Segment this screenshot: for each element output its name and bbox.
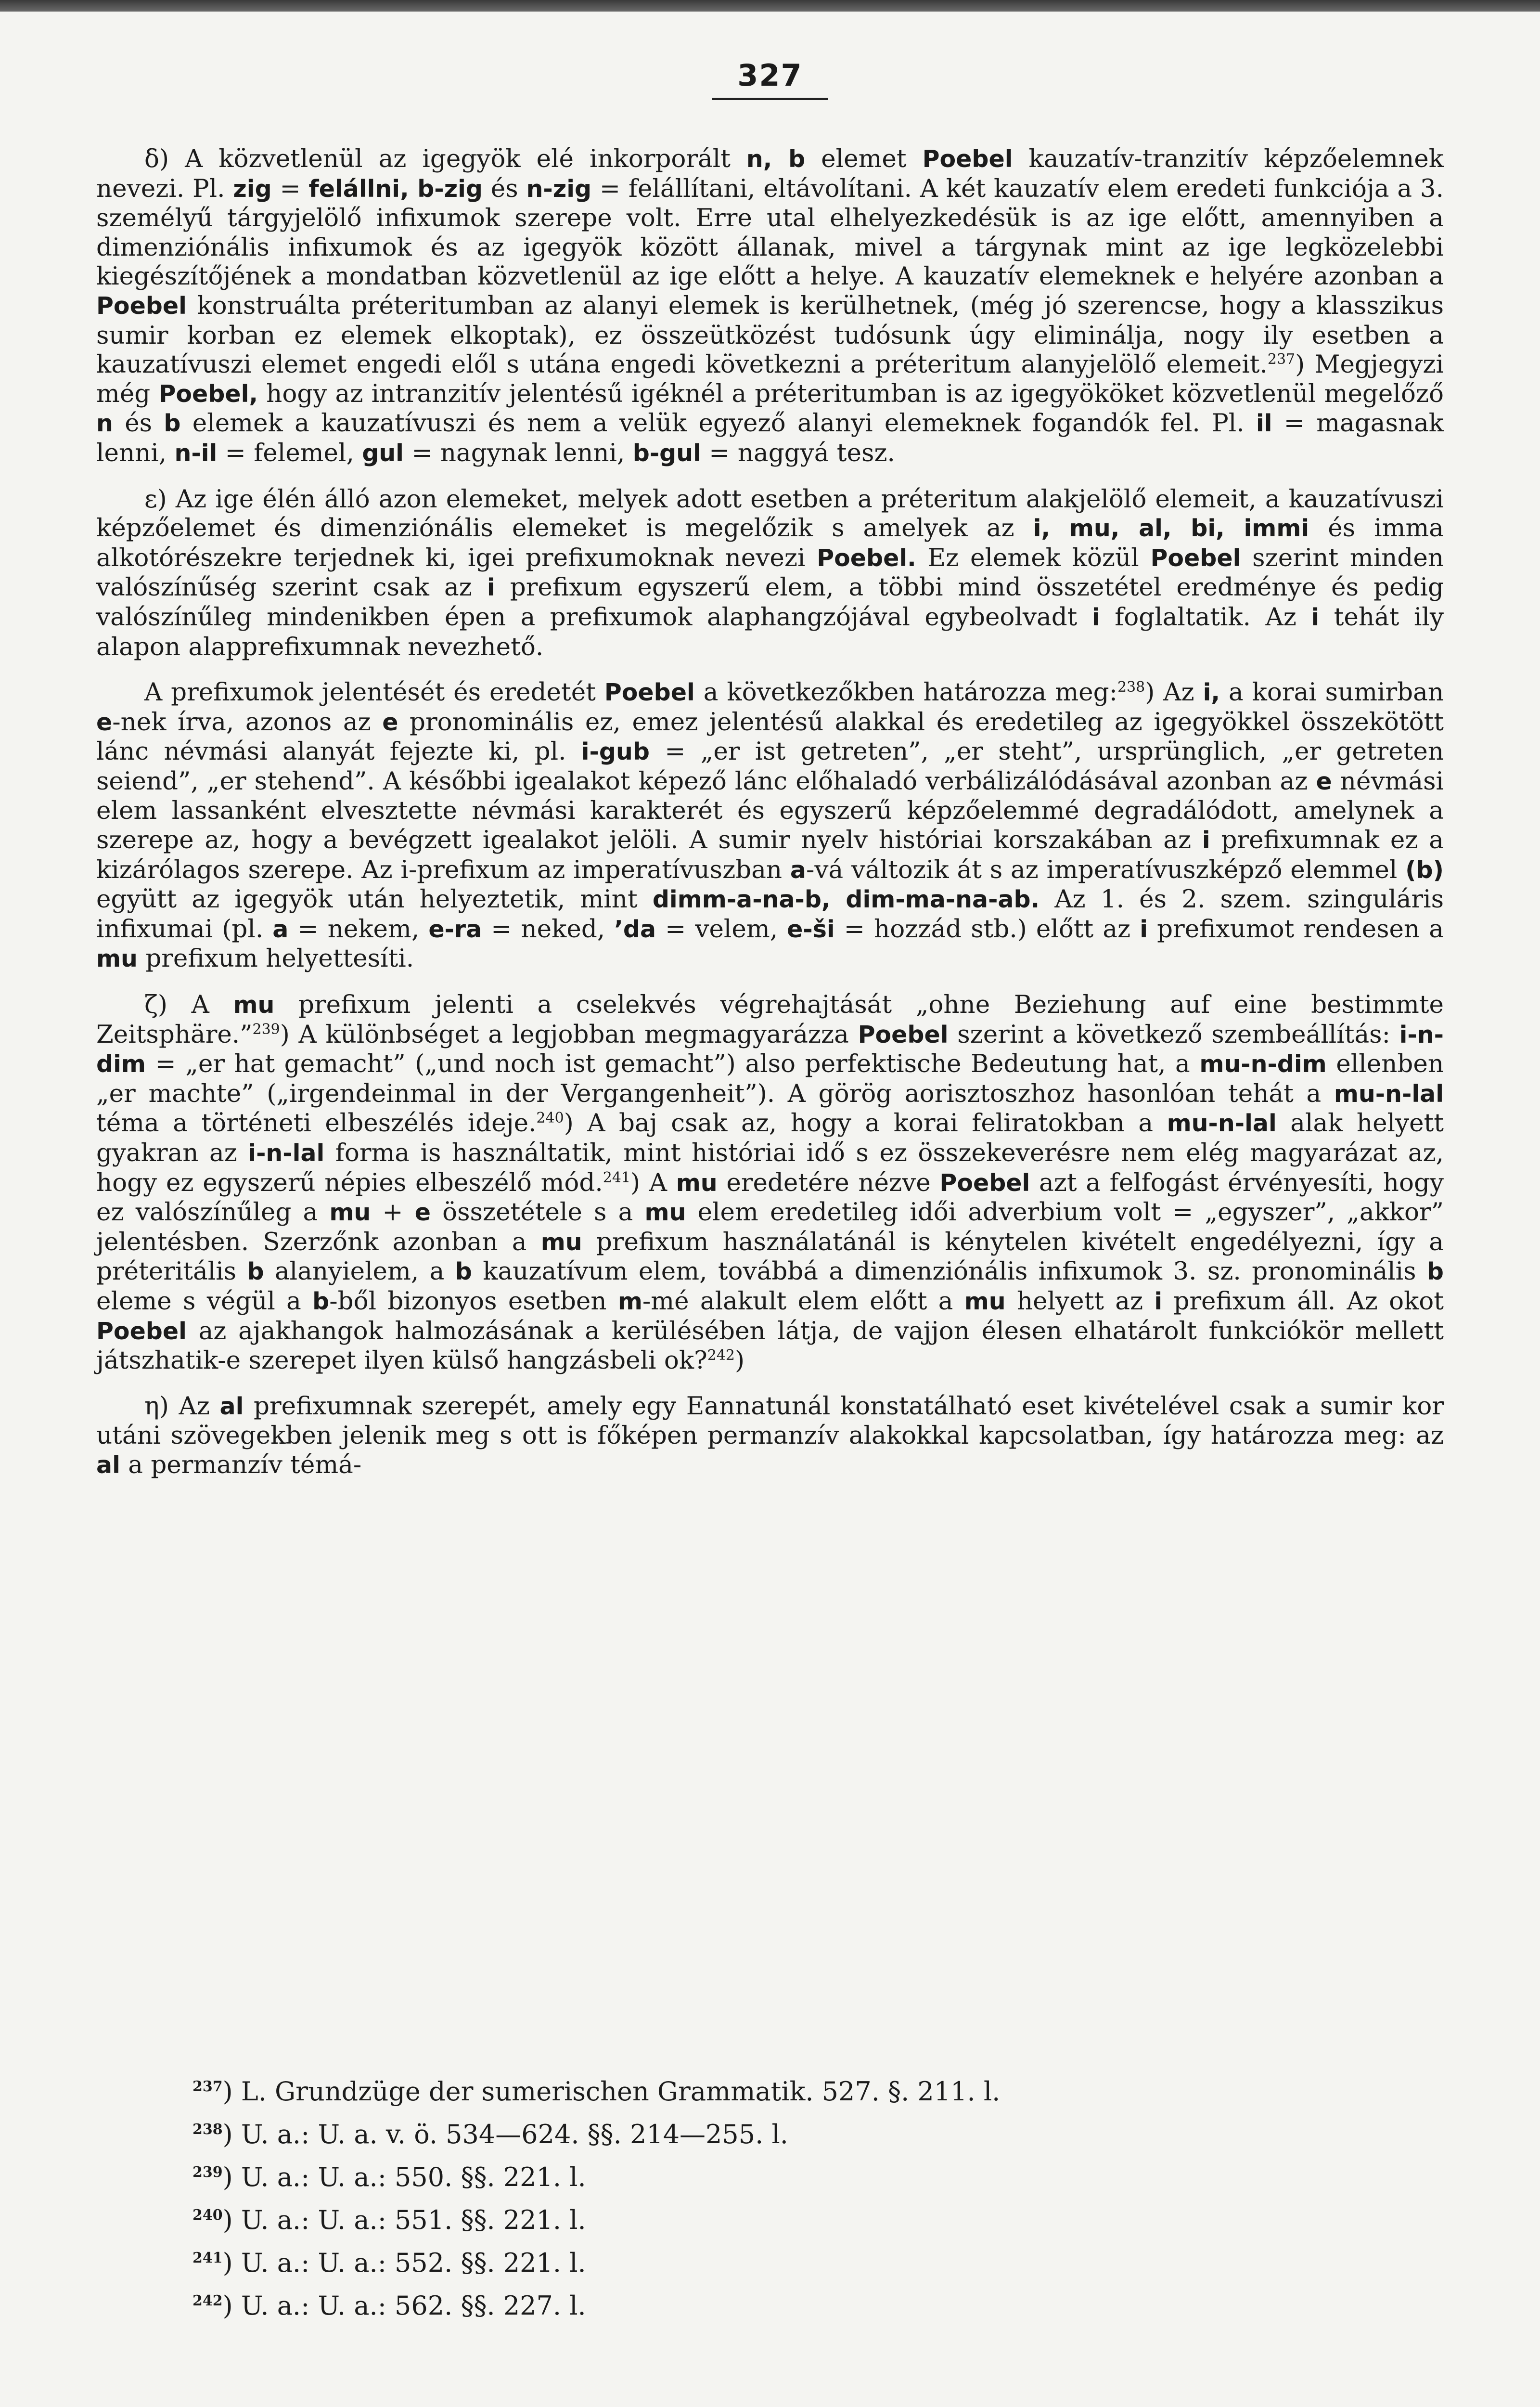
text-run: elemet [805, 144, 923, 173]
text-run: elem eredetileg idői adverbium volt = „egyszer”, „akkor” jelentésben. Szerzőnk azonban a [96, 1198, 1444, 1256]
footnote-text: ) U. a.: U. a.: 550. §§. 221. l. [222, 2162, 586, 2192]
text-run: prefixum jelenti a cselekvés végrehajtását „ohne Beziehung auf eine bestimmte Zeitsphäre.” [96, 990, 1444, 1049]
footnote-text: ) U. a.: U. a.: 552. §§. 221. l. [222, 2248, 586, 2278]
bold-term: mu [964, 1287, 1006, 1315]
bold-term: Poebel [1150, 544, 1241, 572]
text-run: ellenben „er machte” („irgendeinmal in der Vergangenheit”). A görög aorisztoszhoz hasonlóan tehát a [96, 1049, 1444, 1108]
bold-term: mu [540, 1228, 582, 1256]
text-run: -vá változik át s az imperatívuszképző elemmel [806, 855, 1406, 884]
footnote-ref: 237 [1267, 351, 1296, 368]
text-run: hogy az intranzitív jelentésű igéknél a préteritumban is az igegyököket közvetlenül megelőző [257, 379, 1444, 408]
text-run: és imma alkotórészekre terjednek ki, igei prefixumoknak nevezi [96, 514, 1444, 572]
footnote-number: 238 [192, 2121, 223, 2138]
text-run: = velem, [656, 914, 787, 944]
bold-term: b [455, 1258, 472, 1286]
text-run: = felállítani, eltávolítani. A két kauzatív elem eredeti funkciója a 3. személyű tárgyjelölő infixumok szerepe volt. Erre utal elhelyezkedésük is az ige előtt, amennyiben a dimenziónális infixumok és az igegyök között állanak, mivel a tárgynak mint az ige legközelebbi kiegészítőjének a mondatban közvetlenül az ige előtt a helye. A kauzatív elemeknek e helyére azonban a [96, 174, 1444, 291]
text-run: helyett az [1005, 1286, 1155, 1316]
footnote [192, 2199, 1348, 2241]
bold-term: b [1426, 1258, 1444, 1286]
footnote [192, 2241, 1348, 2284]
bold-term: i, [1203, 679, 1220, 707]
footnote-number: 239 [192, 2164, 223, 2181]
footnote-ref: 242 [707, 1347, 735, 1364]
text-run: = neked, [482, 914, 615, 944]
footnote-ref: 240 [536, 1110, 564, 1127]
bold-term: Poebel [96, 1317, 187, 1345]
footnote-text: ) U. a.: U. a.: 562. §§. 227. l. [222, 2291, 586, 2321]
bold-term: i [1140, 915, 1148, 943]
text-run: = nagynak lenni, [403, 438, 633, 467]
text-run: tehát ily alapon alapprefixumnak nevezhető. [96, 602, 1444, 661]
text-run: és [113, 409, 164, 438]
bold-term: Poebel [922, 145, 1013, 173]
text-run: kauzatívum elem, továbbá a dimenziónális infixumok 3. sz. pronominális [472, 1257, 1427, 1286]
bold-term: e-ra [428, 915, 482, 943]
text-run: a korai sumirban [1220, 678, 1444, 707]
bold-term: i-n-lal [248, 1139, 325, 1167]
bold-term: b-gul [632, 439, 701, 467]
text-run: prefixum áll. Az okot [1162, 1286, 1444, 1316]
text-run: = „er ist getreten”, „er steht”, ursprünglich, „er getreten seiend”, „er stehend”. A későbbi igealakot képező lánc előhaladó verbálizálódásával azonban az [96, 737, 1444, 796]
bold-term: mu-n-dim [1199, 1050, 1327, 1078]
footnote-number: 240 [192, 2207, 223, 2224]
bold-term: mu [96, 945, 138, 973]
bold-term: i [487, 574, 495, 602]
bold-term: Poebel [939, 1169, 1030, 1197]
text-run: prefixum helyettesíti. [137, 944, 414, 973]
bold-term: n [96, 410, 113, 438]
paragraph-zeta [96, 990, 1444, 1375]
bold-term: m [617, 1287, 642, 1315]
bold-term: dimm-a-na-b, dim-ma-na-ab. [652, 886, 1040, 914]
bold-term: e [96, 708, 113, 736]
text-run: η) Az [144, 1391, 220, 1421]
text-run: prefixumnak szerepét, amely egy Eannatunál konstatálható eset kivételével csak a sumir kor utáni szövegekben jelenik meg s ott is főképen permanzív alakokkal kapcsolatban, így határozza meg: az [96, 1391, 1444, 1450]
text-run: pronominális ez, emez jelentésű alakkal és eredetileg az igegyökkel összekötött lánc névmási alanyát fejezte ki, pl. [96, 707, 1444, 766]
bold-term: mu [676, 1169, 718, 1197]
bold-term: i-gub [581, 738, 650, 766]
text-run: szerint minden valószínűség szerint csak az [96, 543, 1444, 602]
text-run: δ) A közvetlenül az igegyök elé inkorporált [144, 144, 746, 173]
text-run: és [483, 174, 526, 203]
text-run: a következőkben határozza meg: [694, 678, 1117, 707]
bold-term: al [219, 1392, 244, 1420]
bold-term: e [414, 1199, 431, 1227]
text-run: szerint a következő szembeállítás: [948, 1020, 1399, 1049]
text-run: konstruálta préteritumban az alanyi elemek is kerülhetnek, (még jó szerencse, hogy a klasszikus sumir korban ez elemek elkoptak), ez összeütközést tudósunk úgy eliminálja, nogy ily esetben a kauzatívuszi elemet engedi elől s utána engedi következni a préteritum alanyjelölő elemeit. [96, 291, 1444, 379]
text-run: foglaltatik. Az [1100, 602, 1311, 632]
bold-term: Poebel [858, 1021, 949, 1048]
text-run: névmási elem lassanként elvesztette névmási karakterét és egyszerű képzőelemmé degradálódott, amelynek a szerepe az, hogy a bevégzett igealakot jelöli. A sumir nyelv históriai korszakában az [96, 766, 1444, 855]
bold-term: mu-n-lal [1334, 1080, 1444, 1108]
text-run: = hozzád stb.) előtt az [834, 914, 1140, 944]
bold-term: b [164, 410, 181, 438]
bold-term: i-n-dim [96, 1021, 1444, 1078]
paragraph-eta [96, 1392, 1444, 1480]
bold-term: i [1091, 603, 1100, 631]
text-run: alak helyett gyakran az [96, 1109, 1444, 1167]
text-run: téma a történeti elbeszélés ideje. [96, 1109, 537, 1138]
bold-term: n-zig [526, 175, 592, 203]
text-run: Az 1. és 2. szem. szinguláris infixumai (pl. [96, 885, 1444, 944]
text-run: = [271, 174, 309, 203]
text-run: alanyielem, a [264, 1257, 455, 1286]
bold-term: e-ši [787, 915, 835, 943]
bold-term: il [1256, 410, 1272, 438]
text-run: = magasnak lenni, [96, 409, 1444, 467]
paragraph-delta [96, 144, 1444, 468]
bold-term: a [790, 856, 806, 884]
footnote-ref: 238 [1117, 678, 1145, 696]
text-run: összetétele s a [430, 1198, 645, 1227]
footnote-text: ) U. a.: U. a.: 551. §§. 221. l. [222, 2205, 586, 2235]
text-run: Ez elemek közül [916, 543, 1151, 572]
text-run: eleme s végül a [96, 1286, 313, 1316]
text-run: A prefixumok jelentését és eredetét [144, 678, 604, 707]
text-run: -mé alakult elem előtt a [642, 1286, 964, 1316]
text-run: az ajakhangok halmozásának a kerülésében látja, de vajjon élesen elhatárolt funkciókör mellett játszhatik-e szerepet ilyen külső hangzásbeli ok? [96, 1316, 1444, 1375]
bold-term: al [96, 1451, 120, 1479]
bold-term: e [382, 708, 398, 736]
bold-term: n-il [174, 439, 218, 467]
text-run: ) A baj csak az, hogy a korai feliratokban a [564, 1109, 1167, 1138]
bold-term: e [1316, 767, 1332, 795]
text-run: ζ) A [144, 990, 233, 1020]
text-run: + [371, 1198, 415, 1227]
text-run: ) Az [1145, 678, 1203, 707]
text-run: = nekem, [288, 914, 429, 944]
bold-term: b [312, 1287, 330, 1315]
bold-term: ’da [614, 915, 656, 943]
footnote-text: ) L. Grundzüge der sumerischen Grammatik. 527. §. 211. l. [222, 2076, 1001, 2107]
text-run: kauzatív-tranzitív képzőelemnek nevezi. Pl. [96, 144, 1444, 203]
paragraph-epsilon [96, 485, 1444, 662]
footnotes [192, 2070, 1348, 2327]
bold-term: Poebel [604, 679, 695, 707]
bold-term: felállni, b-zig [308, 175, 483, 203]
text-run: = naggyá tesz. [701, 438, 895, 467]
text-run: ) Megjegyzi még [96, 350, 1444, 408]
text-run: -nek írva, azonos az [112, 707, 383, 737]
bold-term: Poebel, [158, 380, 258, 408]
bold-term: (b) [1405, 856, 1444, 884]
bold-term: mu [233, 991, 275, 1019]
bold-term: mu-n-lal [1167, 1110, 1277, 1138]
text-run: ) A különbséget a legjobban megmagyarázza [280, 1020, 858, 1049]
bold-term: gul [362, 439, 404, 467]
text-run: -ből bizonyos esetben [329, 1286, 618, 1316]
footnote-ref: 239 [252, 1021, 280, 1038]
footnote [192, 2113, 1348, 2156]
bold-term: zig [233, 175, 272, 203]
text-run: ) A [630, 1168, 676, 1197]
footnote-number: 241 [192, 2250, 223, 2266]
text-run: a permanzív témá- [120, 1450, 362, 1479]
text-run: prefixum használatánál is kénytelen kivételt engedélyezni, így a préteritális [96, 1227, 1444, 1286]
bold-term: b [247, 1258, 264, 1286]
bold-term: i [1202, 827, 1210, 854]
page-number: 327 [712, 58, 828, 100]
text-run: prefixumot rendesen a [1148, 914, 1444, 944]
body-text [96, 144, 1444, 1480]
footnote-text: ) U. a.: U. a. v. ö. 534—624. §§. 214—255. l. [222, 2119, 788, 2149]
bold-term: Poebel. [817, 544, 916, 572]
footnote [192, 2284, 1348, 2327]
bold-term: i, mu, al, bi, immi [1033, 515, 1309, 543]
text-run: ε) Az ige élén álló azon elemeket, melyek adott esetben a préteritum alakjelölő elemeit, a kauzatívuszi képzőelemet és dimenziónális elemeket is megelőzik s amelyek az [96, 484, 1444, 543]
text-run: együtt az igegyök után helyeztetik, mint [96, 885, 653, 914]
text-run: prefixum egyszerű elem, a többi mind összetétel eredménye és pedig valószínűleg mindenikben épen a prefixumok alaphangzójával egybeolvadt [96, 573, 1444, 632]
bold-term: mu [644, 1199, 686, 1227]
top-scan-border [0, 0, 1540, 12]
paragraph-prefix-meaning [96, 678, 1444, 974]
footnote [192, 2070, 1348, 2113]
bold-term: i [1311, 603, 1320, 631]
footnote [192, 2156, 1348, 2199]
text-run: forma is használtatik, mint históriai idő s ez összekeverésre nem elég magyarázat az, hogy ez egyszerű népies elbeszélő mód. [96, 1139, 1444, 1197]
text-run: prefixumnak ez a kizárólagos szerepe. Az i-prefixum az imperatívuszban [96, 826, 1444, 884]
text-run: elemek a kauzatívuszi és nem a velük egyező alanyi elemeknek fogandók fel. Pl. [180, 409, 1256, 438]
footnote-number: 242 [192, 2292, 223, 2309]
text-run: azt a felfogást érvényesíti, hogy ez valószínűleg a [96, 1168, 1444, 1227]
bold-term: a [272, 915, 289, 943]
text-run: = „er hat gemacht” („und noch ist gemacht”) also perfektische Bedeutung hat, a [145, 1049, 1200, 1079]
bold-term: Poebel [96, 292, 187, 320]
bold-term: n, b [746, 145, 806, 173]
text-run: = felemel, [217, 438, 362, 467]
bold-term: mu [329, 1199, 371, 1227]
footnote-number: 237 [192, 2078, 223, 2095]
footnote-ref: 241 [603, 1169, 631, 1186]
text-run: eredetére nézve [717, 1168, 940, 1197]
text-run: ) [735, 1346, 745, 1375]
bold-term: i [1154, 1287, 1163, 1315]
